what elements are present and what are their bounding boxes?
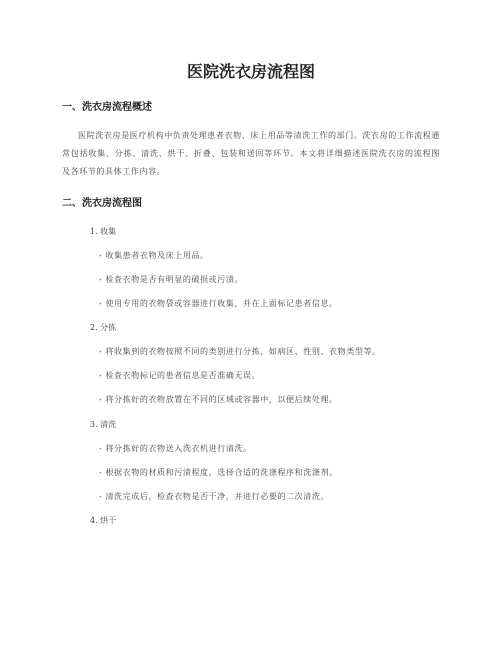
step-item: - 收集患者衣物及床上用品。 bbox=[99, 251, 209, 260]
section-heading-flowchart: 二、洗衣房流程图 bbox=[62, 198, 142, 209]
step-item: - 将收集到的衣物按照不同的类别进行分拣，如病区、性别、衣物类型等。 bbox=[99, 347, 381, 356]
step-title-collect: 1. 收集 bbox=[90, 227, 117, 236]
document-title: 医院洗衣房流程图 bbox=[186, 62, 315, 81]
step-item: - 使用专用的衣物袋或容器进行收集，并在上面标记患者信息。 bbox=[99, 299, 338, 308]
section-heading-overview: 一、洗衣房流程概述 bbox=[62, 102, 152, 113]
step-title-sort: 2. 分拣 bbox=[90, 323, 117, 332]
step-title-wash: 3. 清洗 bbox=[90, 420, 117, 429]
step-title-dry: 4. 烘干 bbox=[90, 516, 117, 525]
step-item: - 根据衣物的材质和污渍程度，选择合适的洗涤程序和洗涤剂。 bbox=[99, 468, 338, 477]
step-item: - 将分拣好的衣物放置在不同的区域或容器中，以便后续处理。 bbox=[99, 395, 338, 404]
step-item: - 检查衣物是否有明显的破损或污渍。 bbox=[99, 275, 244, 284]
step-item: - 将分拣好的衣物送入洗衣机进行清洗。 bbox=[99, 444, 252, 453]
step-item: - 检查衣物标记的患者信息是否准确无误。 bbox=[99, 371, 261, 380]
step-item: - 清洗完成后，检查衣物是否干净，并进行必要的二次清洗。 bbox=[99, 492, 330, 501]
overview-paragraph: 医院洗衣房是医疗机构中负责处理患者衣物、床上用品等清洗工作的部门。洗衣房的工作流程通常包括收集、分拣、清洗、烘干、折叠、包装和送回等环节。本文将详细描述医院洗衣房的流程图及各环节的具体工作内容。 bbox=[62, 131, 440, 176]
